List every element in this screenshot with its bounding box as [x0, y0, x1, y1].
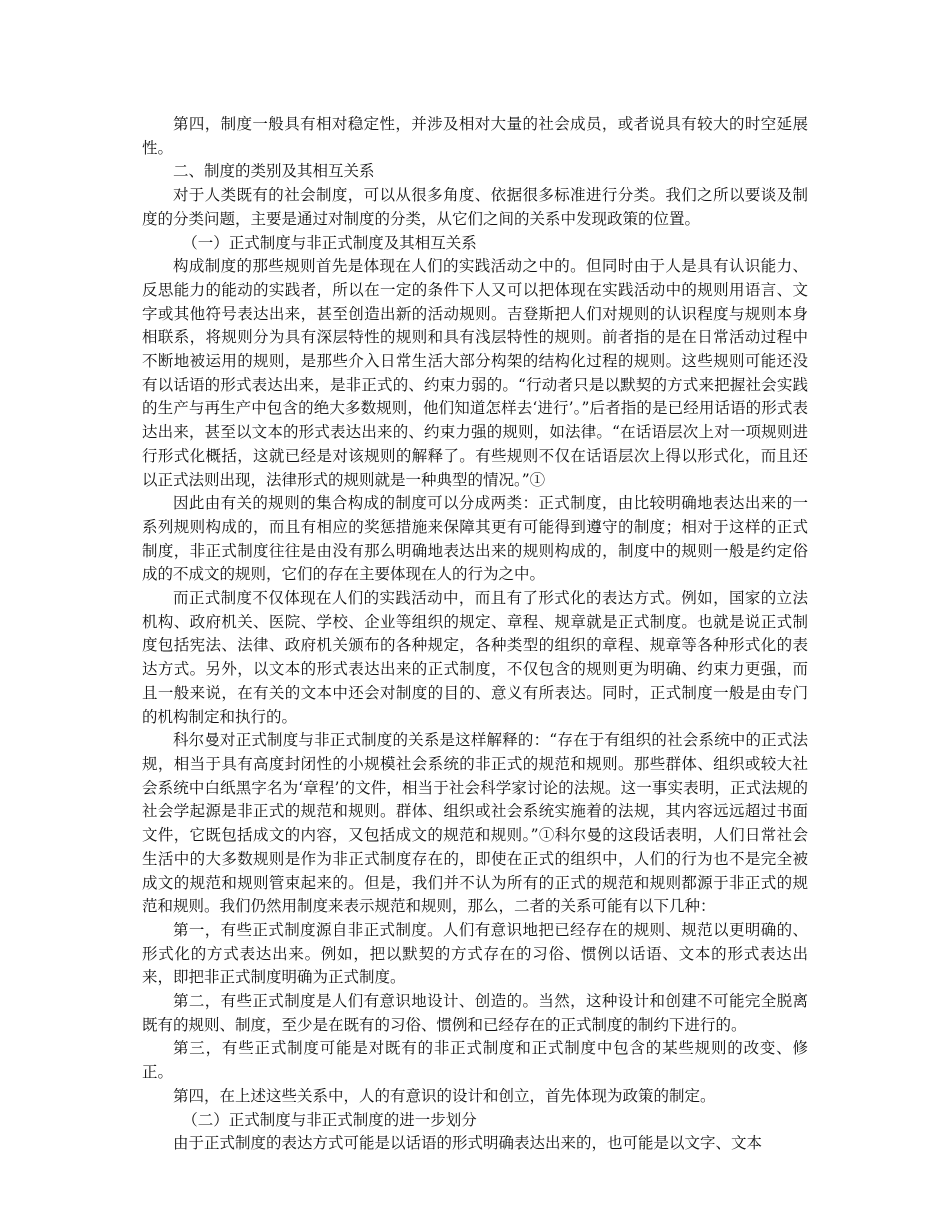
- subsection-heading-further-division: （二）正式制度与非正式制度的进一步划分: [182, 1110, 477, 1129]
- paragraph-giddens-rules: 构成制度的那些规则首先是体现在人们的实践活动之中的。但同时由于人是具有认识能力、反思能力的能动的实践者，所以在一定的条件下人又可以把体现在实践活动中的规则用语言、文字或其他符号表达出来，甚至创造出新的活动规则。吉登斯把人们对规则的认识程度与规则本身相联系，将规则分为具有深层特性的规则和具有浅层特性的规则。前者指的是在日常活动过程中不断地被运用的规则，是那些介入日常生活大部分构架的结构化过程的规则。这些规则可能还没有以话语的形式表达出来，是非正式的、约束力弱的。“行动者只是以默契的方式来把握社会实践的生产与再生产中包含的绝大多数规则，他们知道怎样去‘进行’。”后者指的是已经用话语的形式表达出来，甚至以文本的形式表达出来的、约束力强的规则，如法律。“在话语层次上对一项规则进行形式化概括，这就已经是对该规则的解释了。有些规则不仅在话语层次上得以形式化，而且还以正式法则出现，法律形式的规则就是一种典型的情况。”①: [142, 257, 808, 489]
- paragraph-classification-intro: 对于人类既有的社会制度，可以从很多角度、依据很多标准进行分类。我们之所以要谈及制度的分类问题，主要是通过对制度的分类，从它们之间的关系中发现政策的位置。: [142, 186, 808, 228]
- paragraph-formal-expression: 而正式制度不仅体现在人们的实践活动中，而且有了形式化的表达方式。例如，国家的立法机构、政府机关、医院、学校、企业等组织的规定、章程、规章就是正式制度。也就是说正式制度包括宪法、法律、政府机关颁布的各种规定，各种类型的组织的章程、规章等各种形式化的表达方式。另外，以文本的形式表达出来的正式制度，不仅包含的规则更为明确、约束力更强，而且一般来说，在有关的文本中还会对制度的目的、意义有所表达。同时，正式制度一般是由专门的机构制定和执行的。: [142, 589, 808, 726]
- paragraph-third-relation: 第三，有些正式制度可能是对既有的非正式制度和正式制度中包含的某些规则的改变、修正。: [142, 1039, 808, 1082]
- paragraph-fourth-relation: 第四，在上述这些关系中，人的有意识的设计和创立，首先体现为政策的制定。: [173, 1086, 716, 1105]
- document-body: [142, 113, 808, 1156]
- paragraph-stability: 第四，制度一般具有相对稳定性，并涉及相对大量的社会成员，或者说具有较大的时空延展性。: [142, 115, 808, 157]
- section-heading-classification: 二、制度的类别及其相互关系: [173, 162, 375, 181]
- subsection-heading-formal-informal: （一）正式制度与非正式制度及其相互关系: [182, 233, 477, 252]
- paragraph-second-relation: 第二，有些正式制度是人们有意识地设计、创造的。当然，这种设计和创建不可能完全脱离既有的规则、制度，至少是在既有的习俗、惯例和已经存在的正式制度的制约下进行的。: [142, 992, 808, 1034]
- paragraph-two-types: 因此由有关的规则的集合构成的制度可以分成两类：正式制度，由比较明确地表达出来的一系列规则构成的，而且有相应的奖惩措施来保障其更有可能得到遵守的制度；相对于这样的正式制度，非正式制度往往是由没有那么明确地表达出来的规则构成的，制度中的规则一般是约定俗成的不成文的规则，它们的存在主要体现在人的行为之中。: [142, 494, 808, 584]
- paragraph-first-relation: 第一，有些正式制度源自非正式制度。人们有意识地把已经存在的规则、规范以更明确的、形式化的方式表达出来。例如，把以默契的方式存在的习俗、惯例以话语、文本的形式表达出来，即把非正式制度明确为正式制度。: [142, 920, 808, 987]
- paragraph-coleman: 科尔曼对正式制度与非正式制度的关系是这样解释的：“存在于有组织的社会系统中的正式法规，相当于具有高度封闭性的小规模社会系统的非正式的规范和规则。那些群体、组织或较大社会系统中白纸黑字名为‘章程’的文件，相当于社会科学家讨论的法规。这一事实表明，正式法规的社会学起源是非正式的规范和规则。群体、组织或社会系统实施着的法规，其内容远远超过书面文件，它既包括成文的内容，又包括成文的规范和规则。”①科尔曼的这段话表明，人们日常社会生活中的大多数规则是作为非正式制度存在的，即使在正式的组织中，人们的行为也不是完全被成文的规范和规则管束起来的。但是，我们并不认为所有的正式的规范和规则都源于非正式的规范和规则。我们仍然用制度来表示规范和规则，那么，二者的关系可能有以下几种：: [142, 731, 808, 916]
- paragraph-expression-forms: 由于正式制度的表达方式可能是以话语的形式明确表达出来的，也可能是以文字、文本: [173, 1134, 763, 1153]
